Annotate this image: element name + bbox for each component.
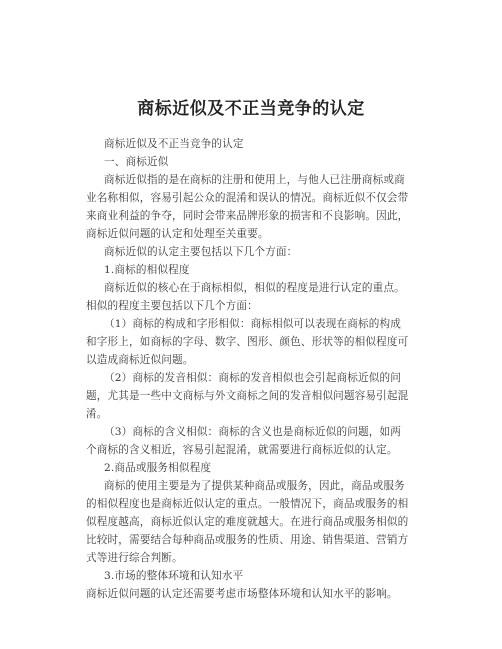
paragraph-line: （3）商标的含义相似：商标的含义也是商标近似的问题，如两 — [104, 426, 401, 438]
paragraph-line: 比较时，需要结合每种商品或服务的性质、用途、销售渠道、营销方 — [86, 534, 409, 546]
paragraph-line: 淆。 — [86, 408, 108, 420]
document-title: 商标近似及不正当竞争的认定 — [137, 99, 365, 119]
paragraph-line: （1）商标的构成和字形相似：商标相似可以表现在商标的构成 — [104, 318, 401, 330]
paragraph-line: 题，尤其是一些中文商标与外文商标之间的发音相似问题容易引起混 — [86, 390, 409, 402]
subsection-heading: 3.市场的整体环境和认知水平 — [104, 570, 244, 582]
subsection-heading: 2.商品或服务相似程度 — [104, 462, 212, 474]
paragraph-line: （2）商标的发音相似：商标的发音相似也会引起商标近似的问 — [104, 372, 401, 384]
subtitle-line: 商标近似及不正当竞争的认定 — [104, 138, 244, 150]
paragraph-line: 商标近似问题的认定和处理至关重要。 — [86, 228, 269, 240]
paragraph-line: 商标近似问题的认定还需要考虑市场整体环境和认知水平的影响。 — [86, 588, 398, 600]
section-heading: 一、商标近似 — [104, 156, 169, 168]
paragraph-line: 商标近似的核心在于商标相似，相似的程度是进行认定的重点。 — [104, 282, 405, 294]
paragraph-line: 式等进行综合判断。 — [86, 552, 183, 564]
paragraph-line: 商标近似指的是在商标的注册和使用上，与他人已注册商标或商 — [104, 174, 405, 186]
paragraph-line: 业名称相似，容易引起公众的混淆和误认的情况。商标近似不仅会带 — [86, 192, 409, 204]
paragraph-line: 商标的使用主要是为了提供某种商品或服务，因此，商品或服务 — [104, 480, 405, 492]
paragraph-line: 和字形上，如商标的字母、数字、图形、颜色、形状等的相似程度可 — [86, 336, 409, 348]
paragraph-line: 商标近似的认定主要包括以下几个方面： — [104, 246, 298, 258]
paragraph-line: 相似的程度主要包括以下几个方面： — [86, 300, 258, 312]
paragraph-line: 来商业利益的争夺，同时会带来品牌形象的损害和不良影响。因此， — [86, 210, 409, 222]
paragraph-line: 的相似程度也是商标近似认定的重点。一般情况下，商品或服务的相 — [86, 498, 409, 510]
paragraph-line: 以造成商标近似问题。 — [86, 354, 194, 366]
subsection-heading: 1.商标的相似程度 — [104, 264, 190, 276]
paragraph-line: 似程度越高，商标近似认定的难度就越大。在进行商品或服务相似的 — [86, 516, 409, 528]
paragraph-line: 个商标的含义相近，容易引起混淆，就需要进行商标近似的认定。 — [86, 444, 398, 456]
